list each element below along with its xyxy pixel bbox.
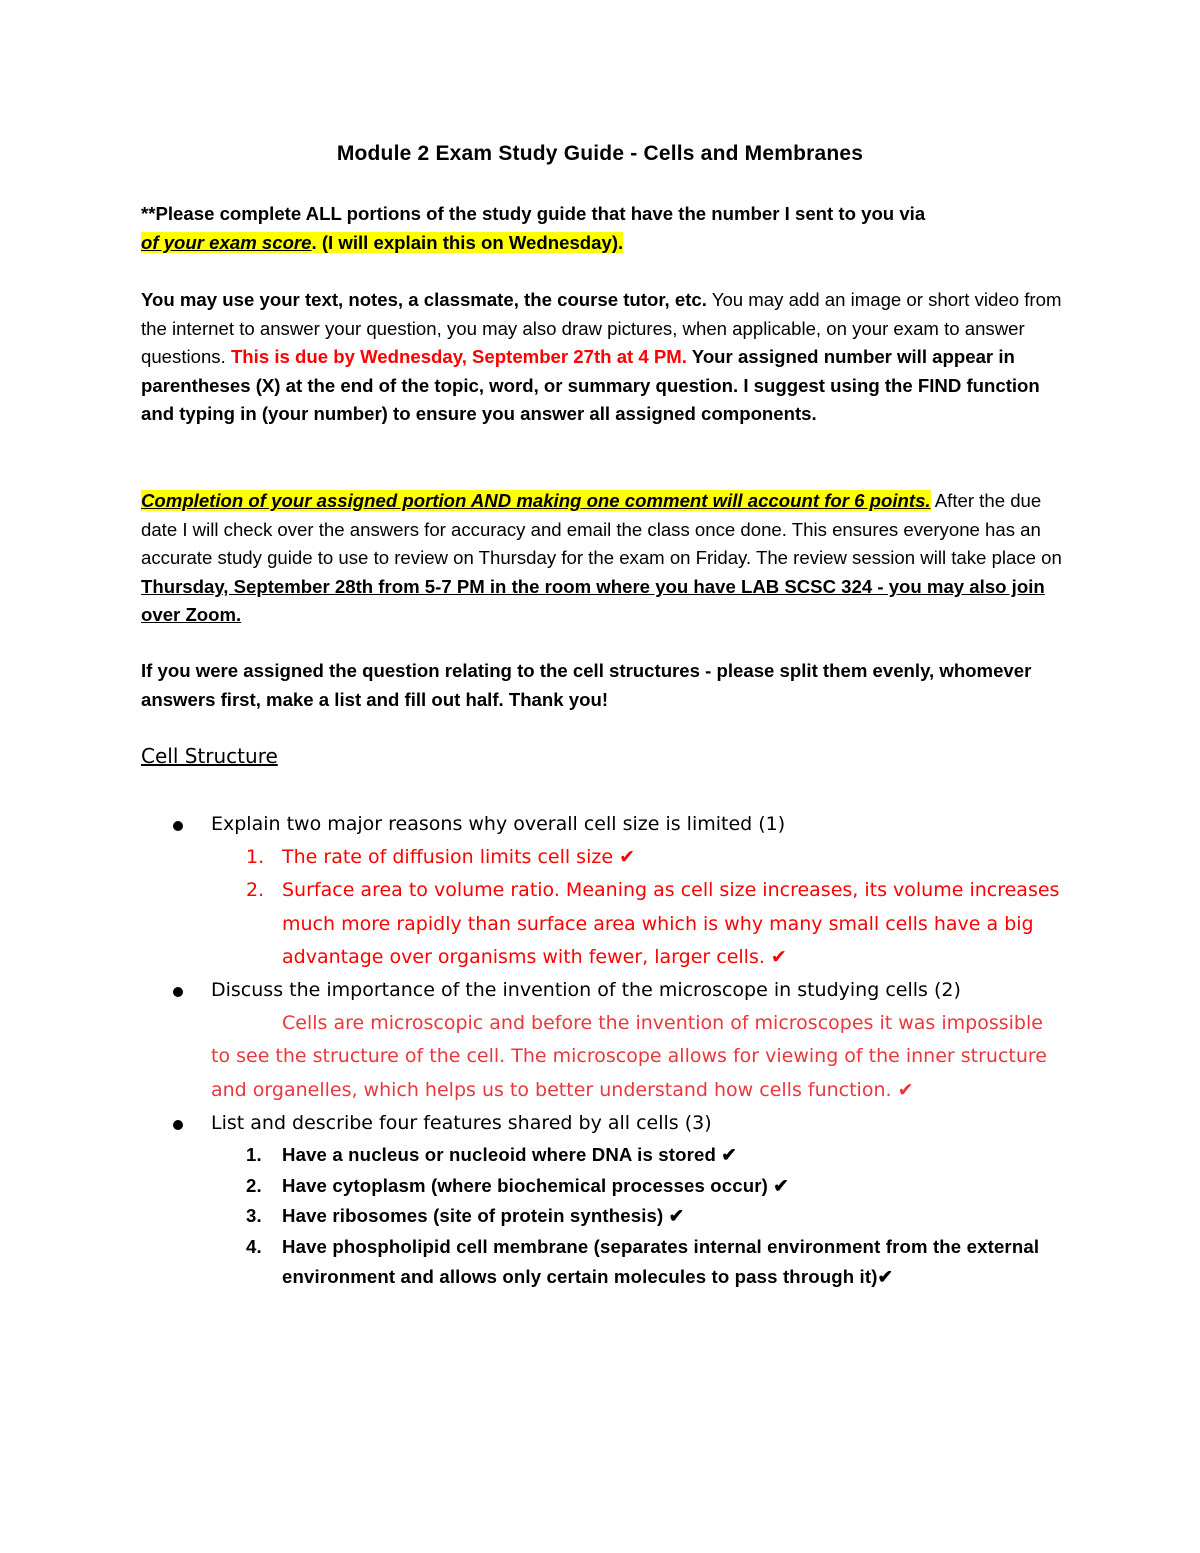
question-2 — [141, 974, 1066, 1007]
answer-1-1 — [141, 841, 1066, 874]
assigned-number-text: Your assigned number will appear in parentheses (X) at the end of the topic, word, or summary question. I suggest using the FIND function and typing in (your number) to ensure you answer all assigned components. — [141, 346, 1040, 425]
feature-4 — [141, 1232, 1066, 1293]
answer-number: 2. — [246, 879, 265, 902]
feature-number: 2. — [246, 1174, 262, 1196]
due-date-text: This is due by Wednesday, September 27th at 4 PM. — [230, 346, 687, 368]
resources-detail-text: You may add an image or short video from the internet to answer your question, you may also draw pictures, when applicable, on your exam to answer questions. — [141, 289, 1062, 368]
feature-text: Have phospholipid cell membrane (separates internal environment from the external environment and allows only certain molecules to pass through it)✔ — [282, 1235, 1040, 1288]
split-note-paragraph: If you were assigned the question relating to the cell structures - please split them evenly, whomever answers first, make a list and fill out half. Thank you! — [141, 660, 1032, 710]
question-1 — [141, 808, 1066, 841]
answer-text: The rate of diffusion limits cell size ✔ — [282, 846, 635, 869]
feature-number: 1. — [246, 1144, 262, 1166]
feature-2 — [141, 1171, 1066, 1202]
feature-number: 4. — [246, 1235, 262, 1257]
bullet-icon — [173, 1120, 183, 1130]
question-1-text: Explain two major reasons why overall cell size is limited (1) — [211, 813, 786, 835]
document-title: Module 2 Exam Study Guide - Cells and Membranes — [336, 142, 864, 165]
feature-number: 3. — [246, 1205, 262, 1227]
feature-text: Have a nucleus or nucleoid where DNA is stored ✔ — [282, 1144, 738, 1166]
answer-1-2 — [141, 874, 1066, 974]
feature-3 — [141, 1201, 1066, 1232]
exam-score-text: of your exam score — [141, 231, 312, 253]
explain-text: . (I will explain this on Wednesday). — [311, 231, 624, 253]
instructions-paragraph — [141, 286, 1066, 429]
resources-text: You may use your text, notes, a classmate, the course tutor, etc. — [141, 289, 707, 310]
question-3 — [141, 1107, 1066, 1140]
intro-line-1: **Please complete ALL portions of the study guide that have the number I sent to you via — [141, 203, 926, 224]
feature-text: Have cytoplasm (where biochemical processes occur) ✔ — [282, 1174, 790, 1196]
review-info-text: After the due date I will check over the answers for accuracy and email the class once done. This ensures everyone has an accurate study guide to use to review on Thursday for the exam on Friday. The review session will take place on — [141, 490, 1062, 569]
question-2-text: Discuss the importance of the invention of the microscope in studying cells (2) — [211, 979, 961, 1002]
feature-text: Have ribosomes (site of protein synthesis) ✔ — [282, 1205, 685, 1227]
section-heading: Cell Structure — [141, 744, 278, 768]
bullet-icon — [173, 821, 183, 831]
intro-line-2 — [141, 229, 1066, 258]
review-session-text: Thursday, September 28th from 5-7 PM in the room where you have LAB SCSC 324 - you may also join over Zoom. — [141, 575, 1045, 626]
bullet-icon — [173, 987, 183, 997]
question-list — [141, 808, 1066, 1293]
answer-2: Cells are microscopic and before the invention of microscopes it was impossible to see the structure of the cell. The microscope allows for viewing of the inner structure and organelles, which helps us to better understand how cells function. ✔ — [211, 1012, 1047, 1101]
answer-number: 1. — [246, 846, 265, 869]
completion-paragraph — [141, 487, 1066, 630]
feature-1 — [141, 1140, 1066, 1171]
intro-paragraph — [141, 200, 1066, 257]
completion-text: Completion of your assigned portion AND making one comment will account for 6 points. — [141, 490, 931, 511]
question-3-text: List and describe four features shared by all cells (3) — [211, 1111, 712, 1134]
answer-text: Surface area to volume ratio. Meaning as cell size increases, its volume increases much more rapidly than surface area which is why many small cells have a big advantage over organisms with fewer, larger cells. ✔ — [282, 879, 1060, 968]
